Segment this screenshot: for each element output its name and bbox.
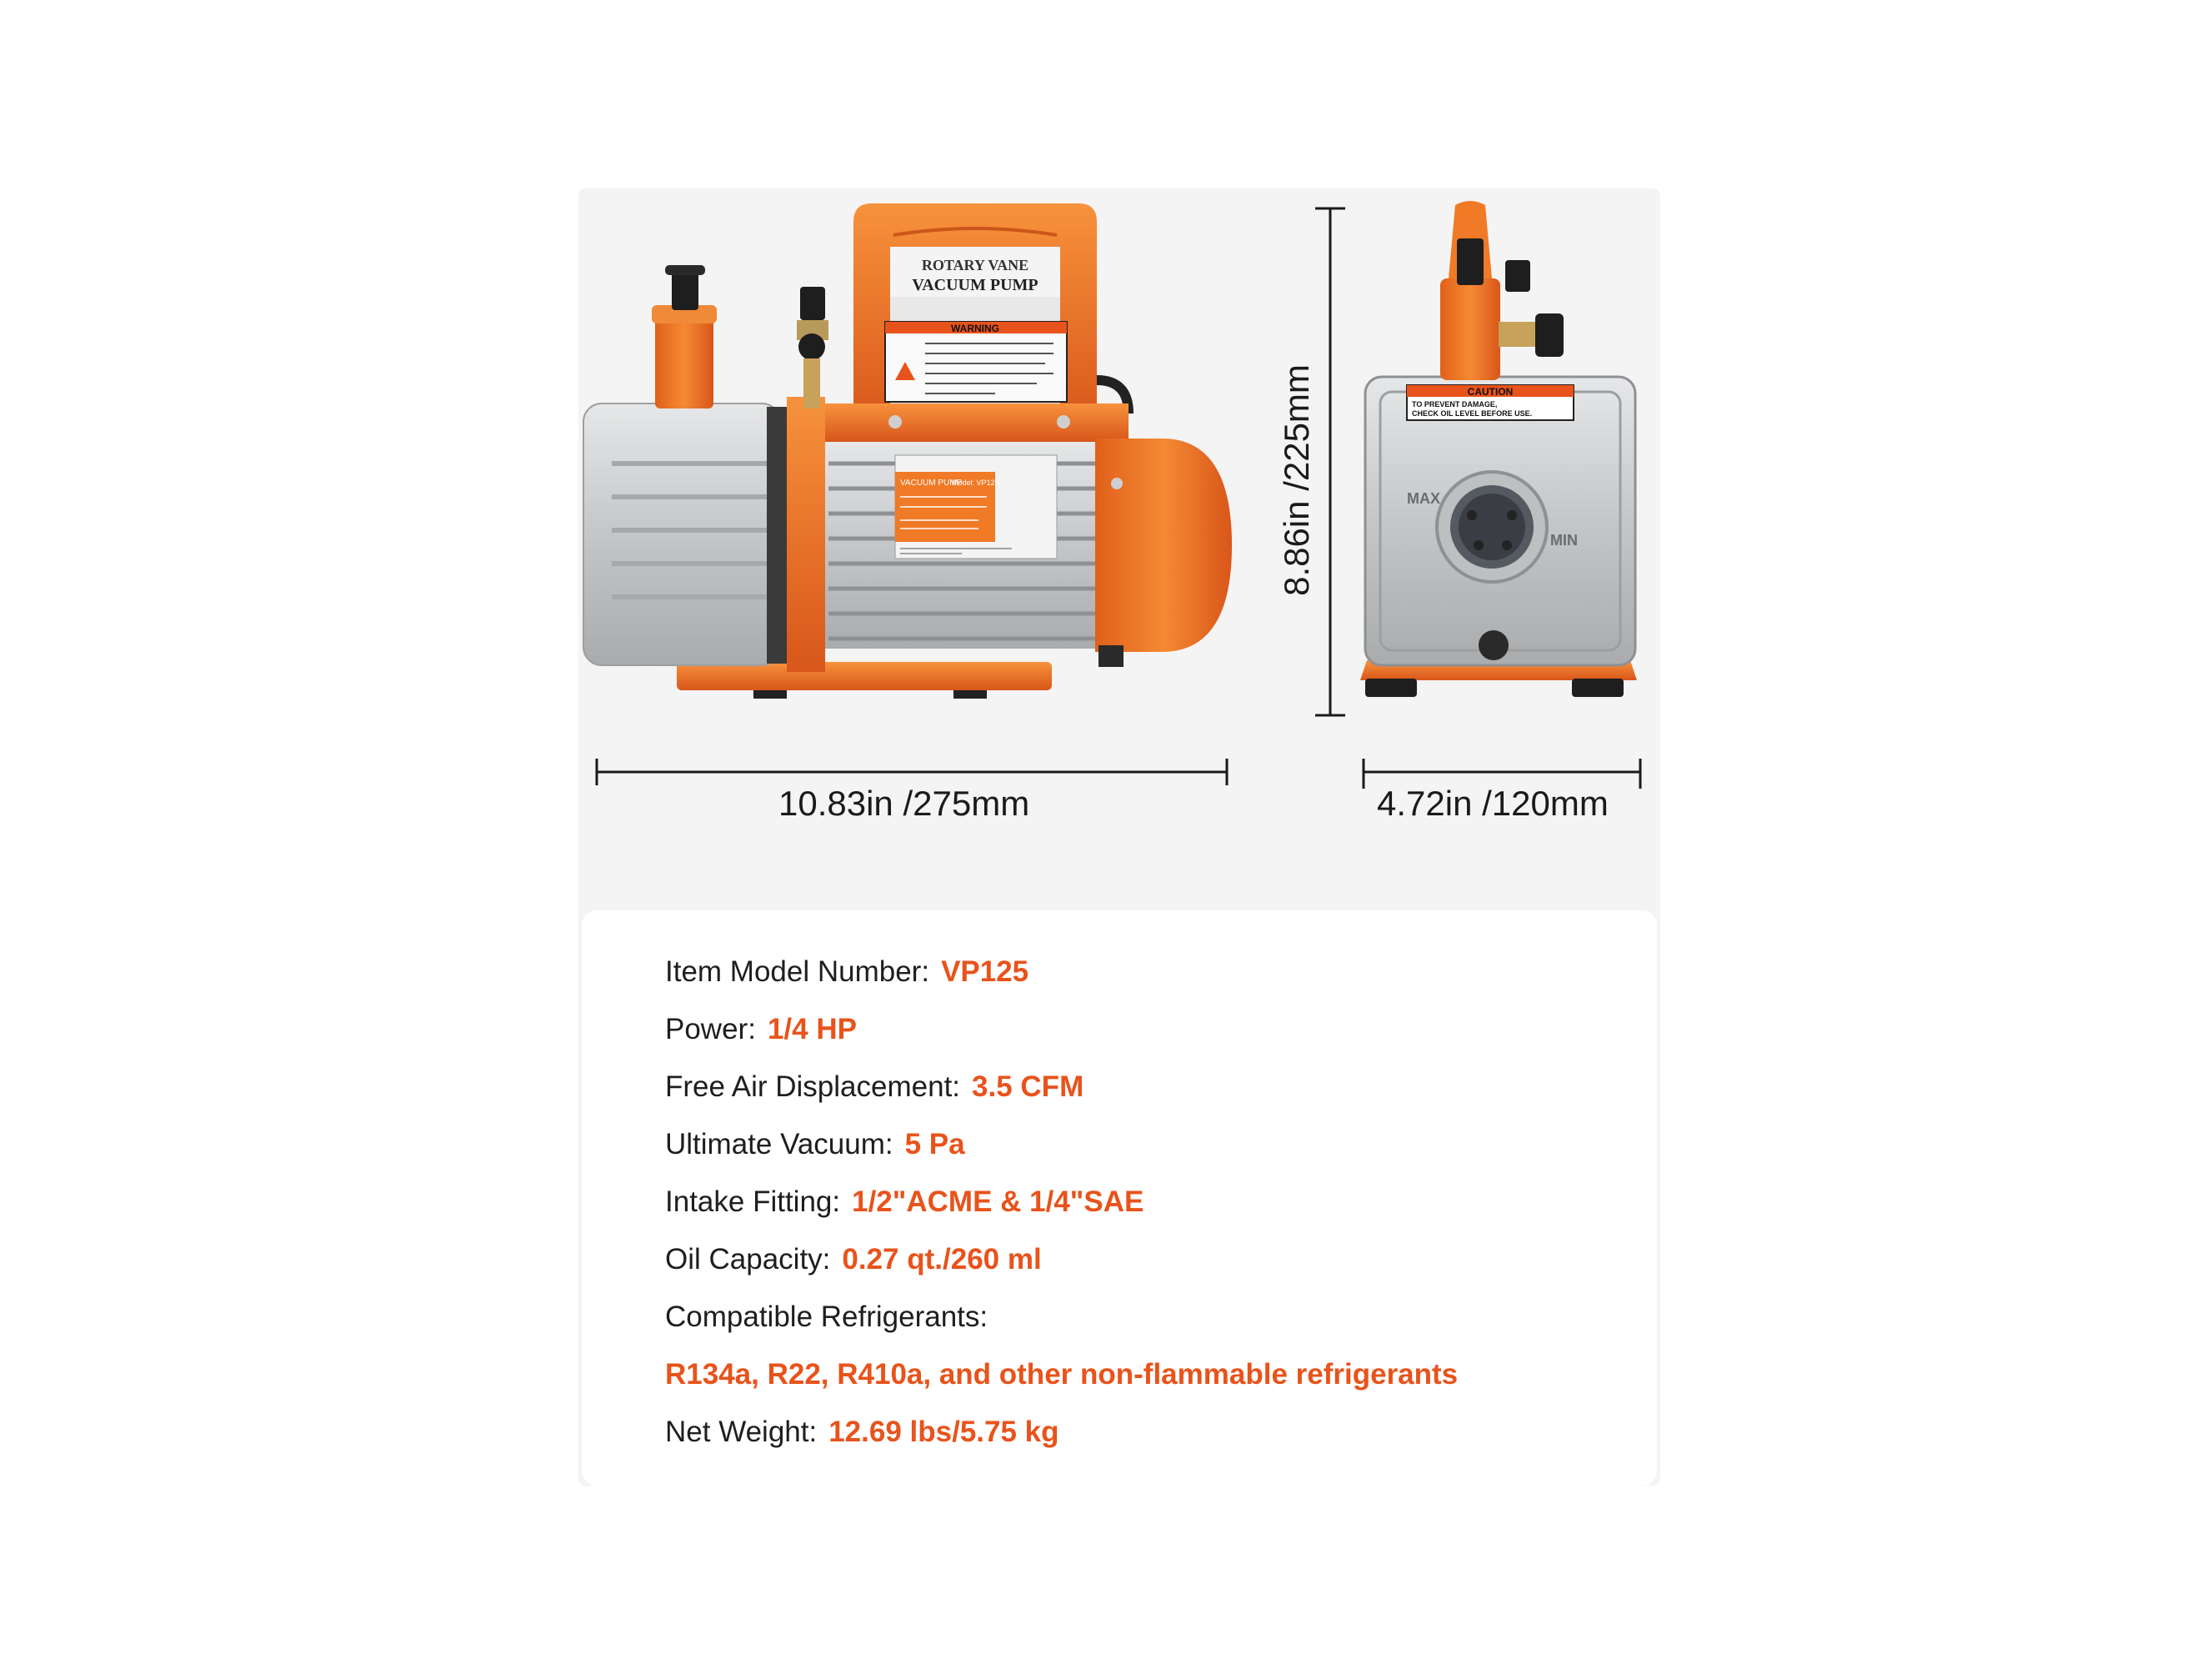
spec-model-label: Item Model Number: — [665, 955, 930, 988]
spec-refrigerants-value-row — [665, 1358, 1458, 1391]
warning-title: WARNING — [951, 323, 999, 334]
spec-power — [665, 1013, 857, 1046]
spec-oil — [665, 1243, 1042, 1276]
spec-model — [665, 955, 1028, 989]
spec-weight — [665, 1416, 1059, 1449]
spec-intake — [665, 1185, 1144, 1219]
spec-intake-value: 1/2"ACME & 1/4"SAE — [852, 1185, 1144, 1218]
spec-refrigerants-label-row — [665, 1301, 988, 1334]
spec-weight-value: 12.69 lbs/5.75 kg — [828, 1416, 1059, 1448]
spec-model-value: VP125 — [941, 955, 1029, 988]
spec-displacement-value: 3.5 CFM — [972, 1070, 1084, 1103]
oil-housing — [583, 403, 780, 665]
drain-port — [1479, 630, 1509, 660]
front-height-label: 8.86in /225mm — [1277, 364, 1316, 596]
min-label: MIN — [1550, 532, 1578, 549]
side-width-label: 4.72in /120mm — [1377, 784, 1609, 823]
front-view-pump — [583, 203, 1232, 699]
caution-title: CAUTION — [1467, 386, 1514, 398]
gas-ballast-valve — [800, 287, 825, 320]
product-card — [578, 188, 1660, 1486]
spec-vacuum-value: 5 Pa — [904, 1128, 965, 1160]
motor-end-cap — [1095, 439, 1232, 652]
spec-vacuum-label: Ultimate Vacuum: — [665, 1128, 893, 1160]
plate-title: VACUUM PUMP — [900, 479, 963, 488]
caution-text-1: TO PREVENT DAMAGE, — [1412, 400, 1498, 408]
spec-oil-label: Oil Capacity: — [665, 1243, 831, 1276]
spec-oil-value: 0.27 qt./260 ml — [842, 1243, 1042, 1276]
spec-panel — [582, 910, 1657, 1486]
intake-fitting — [655, 312, 713, 408]
side-view-pump — [1360, 201, 1637, 697]
spec-power-label: Power: — [665, 1013, 756, 1045]
handle-label-2: VACUUM PUMP — [912, 276, 1038, 294]
spec-power-value: 1/4 HP — [767, 1013, 857, 1045]
front-width-dimension — [597, 759, 1227, 785]
base-plate — [677, 662, 1052, 690]
handle-label-1: ROTARY VANE — [921, 257, 1029, 273]
front-height-dimension — [1315, 208, 1345, 715]
caution-text-2: CHECK OIL LEVEL BEFORE USE. — [1412, 409, 1533, 418]
spec-vacuum — [665, 1128, 965, 1161]
side-intake-fitting — [1440, 278, 1500, 380]
plate-model: Model: VP125 — [952, 479, 999, 487]
spec-displacement — [665, 1070, 1083, 1104]
spec-refrigerants-label: Compatible Refrigerants: — [665, 1301, 988, 1333]
spec-weight-label: Net Weight: — [665, 1416, 818, 1448]
spec-refrigerants-value: R134a, R22, R410a, and other non-flammable refrigerants — [665, 1358, 1459, 1391]
max-label: MAX — [1407, 490, 1440, 507]
spec-displacement-label: Free Air Displacement: — [665, 1070, 961, 1103]
spec-intake-label: Intake Fitting: — [665, 1185, 841, 1218]
front-width-label: 10.83in /275mm — [778, 784, 1030, 823]
front-bracket — [787, 397, 825, 672]
